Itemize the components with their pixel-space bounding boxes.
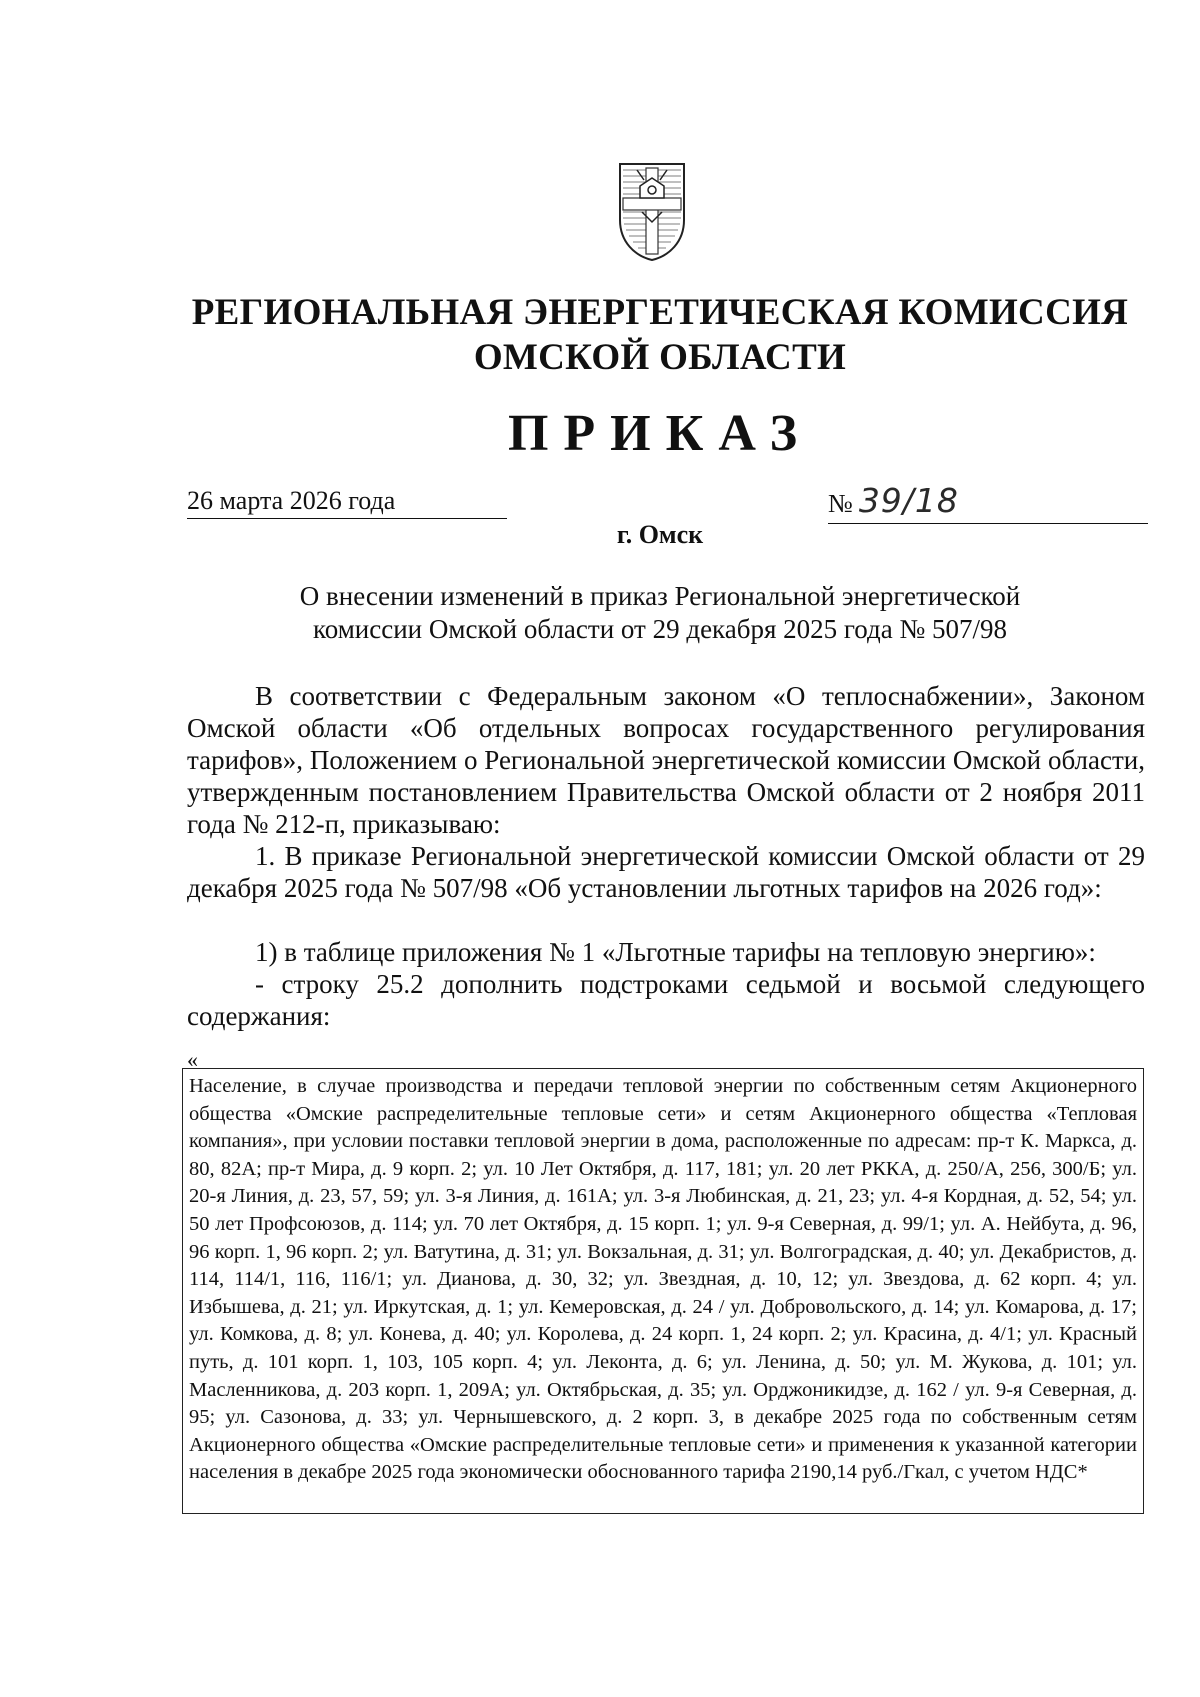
dash-text: - строку 25.2 дополнить подстроками седьмой и восьмой следующего содержания:	[187, 969, 1145, 1031]
document-date: 26 марта 2026 года	[187, 486, 507, 519]
subitem-1-text: 1) в таблице приложения № 1 «Льготные тарифы на тепловую энергию»:	[255, 937, 1096, 967]
subject-line1: О внесении изменений в приказ Региональной энергетической	[299, 581, 1021, 611]
dash-paragraph	[187, 968, 1145, 1032]
organization-name-line1: РЕГИОНАЛЬНАЯ ЭНЕРГЕТИЧЕСКАЯ КОМИССИЯ	[191, 292, 1129, 333]
document-type-title: ПРИКАЗ	[507, 405, 813, 462]
omsk-coat-of-arms-icon	[617, 158, 687, 262]
subitem-1-paragraph	[187, 936, 1145, 968]
preamble-paragraph	[187, 680, 1145, 840]
subject-line2: комиссии Омской области от 29 декабря 2025 года № 507/98	[312, 614, 1008, 644]
document-city: г. Омск	[616, 520, 704, 549]
organization-name-line2: ОМСКОЙ ОБЛАСТИ	[473, 337, 847, 378]
number-sign: №	[828, 489, 853, 518]
opening-quote: «	[187, 1047, 198, 1072]
document-number	[828, 481, 1148, 524]
table-cell	[182, 1068, 1144, 1514]
table-cell-text: Население, в случае производства и передачи тепловой энергии по собственным сетям Акционерного общества «Омские распределительные тепловые сети» и сетям Акционерного общества «Тепловая компания», при условии поставки тепловой энергии в дома, расположенные по адресам: пр-т К. Маркса, д. 80, 82А; пр-т Мира, д. 9 корп. 2; ул. 10 Лет Октября, д. 117, 181; ул. 20 лет РККА, д. 250/А, 256, 300/Б; ул. 20-я Линия, д. 23, 57, 59; ул. 3-я Линия, д. 161А; ул. 3-я Любинская, д. 21, 23; ул. 4-я Кордная, д. 52, 54; ул. 50 лет Профсоюзов, д. 114; ул. 70 лет Октября, д. 15 корп. 1; ул. 9-я Северная, д. 99/1; ул. А. Нейбута, д. 96, 96 корп. 1, 96 корп. 2; ул. Ватутина, д. 31; ул. Вокзальная, д. 31; ул. Волгоградская, д. 40; ул. Декабристов, д. 114, 114/1, 116, 116/1; ул. Дианова, д. 30, 32; ул. Звездная, д. 10, 12; ул. Звездова, д. 62 корп. 4; ул. Избышева, д. 21; ул. Иркутская, д. 1; ул. Кемеровская, д. 24 / ул. Добровольского, д. 14; ул. Комарова, д. 17; ул. Комкова, д. 8; ул. Конева, д. 40; ул. Королева, д. 24 корп. 1, 24 корп. 2; ул. Красина, д. 4/1; ул. Красный путь, д. 101 корп. 1, 103, 105 корп. 4; ул. Леконта, д. 6; ул. Ленина, д. 50; ул. М. Жукова, д. 101; ул. Масленникова, д. 203 корп. 1, 209А; ул. Октябрьская, д. 35; ул. Орджоникидзе, д. 162 / ул. 9-я Северная, д. 95; ул. Сазонова, д. 33; ул. Чернышевского, д. 2 корп. 3, в декабре 2025 года по собственным сетям Акционерного общества «Омские распределительные тепловые сети» и применения к указанной категории населения в декабре 2025 года экономически обоснованного тарифа 2190,14 руб./Гкал, с учетом НДС*	[189, 1075, 1137, 1484]
handwritten-number: 39/18	[858, 481, 959, 520]
item-1-paragraph	[187, 840, 1145, 904]
table-cell-text-wrapper	[189, 1073, 1137, 1487]
document-subject	[120, 580, 1200, 646]
preamble-text: В соответствии с Федеральным законом «О теплоснабжении», Законом Омской области «Об отдельных вопросах государственного регулирования тарифов», Положением о Региональной энергетической комиссии Омской области, утвержденным постановлением Правительства Омской области от 2 ноября 2011 года № 212-п, приказываю:	[187, 681, 1145, 839]
item-1-text: 1. В приказе Региональной энергетической комиссии Омской области от 29 декабря 2025 года № 507/98 «Об установлении льготных тарифов на 2026 год»:	[187, 841, 1145, 903]
